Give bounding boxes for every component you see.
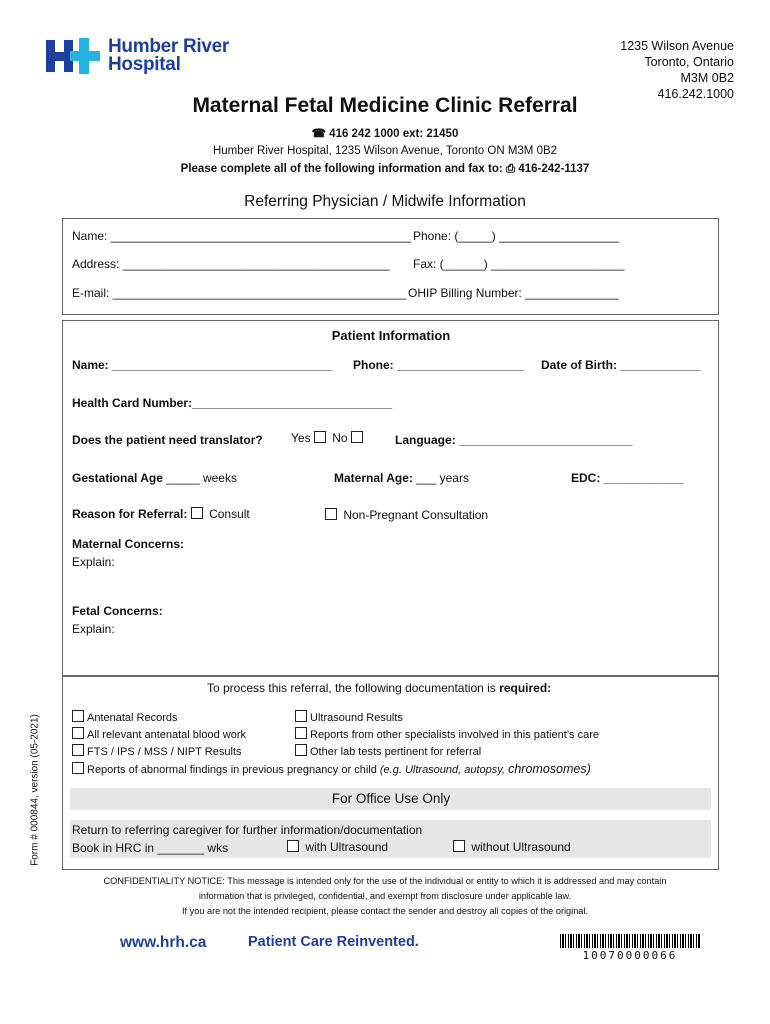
gestational-age-blank: _____ weeks	[166, 471, 237, 485]
website-link[interactable]: www.hrh.ca	[120, 934, 207, 951]
other-lab-label: Other lab tests pertinent for referral	[310, 746, 482, 758]
ultrasound-results-option[interactable]	[295, 710, 403, 724]
referrer-address-field[interactable]: Address: ________________________________________	[72, 257, 390, 271]
fax-number: 416-242-1137	[518, 163, 590, 175]
maternal-age-field[interactable]	[334, 471, 469, 485]
without-ultrasound-checkbox[interactable]	[453, 840, 465, 852]
barcode-number: 10070000066	[582, 949, 678, 962]
antenatal-records-option[interactable]	[72, 710, 178, 724]
fax-icon: ⎙	[505, 163, 516, 175]
book-in-hrc-field[interactable]: Book in HRC in _______ wks	[72, 841, 229, 855]
hospital-brand	[108, 38, 229, 74]
maternal-explain-field[interactable]: Explain:	[72, 555, 115, 569]
brand-line-1: Humber River	[108, 36, 229, 57]
hospital-logo-icon	[46, 38, 102, 74]
patient-phone-field[interactable]: Phone: ___________________	[353, 358, 524, 372]
patient-dob-field[interactable]: Date of Birth: ____________	[541, 358, 701, 372]
translator-question: Does the patient need translator?	[72, 433, 263, 447]
no-label: No	[332, 431, 348, 445]
non-pregnant-checkbox[interactable]	[325, 508, 337, 520]
antenatal-records-checkbox[interactable]	[72, 710, 84, 722]
consult-label: Consult	[209, 507, 250, 521]
ohip-billing-field[interactable]: OHIP Billing Number: ______________	[408, 286, 619, 300]
blood-work-label: All relevant antenatal blood work	[87, 729, 246, 741]
fts-option[interactable]	[72, 744, 241, 758]
form-version: Form # 000844, version (05-2021)	[29, 714, 41, 866]
translator-no-checkbox[interactable]	[351, 431, 363, 443]
translator-yes-option[interactable]	[291, 431, 366, 445]
barcode-icon	[560, 934, 700, 948]
other-lab-checkbox[interactable]	[295, 744, 307, 756]
form-title: Maternal Fetal Medicine Clinic Referral	[192, 94, 578, 117]
specialists-label: Reports from other specialists involved in this patient’s care	[310, 729, 599, 741]
blood-work-option[interactable]	[72, 727, 246, 741]
tagline: Patient Care Reinvented.	[248, 934, 419, 950]
patient-section	[62, 320, 719, 676]
non-pregnant-label: Non-Pregnant Consultation	[343, 508, 489, 522]
specialists-checkbox[interactable]	[295, 727, 307, 739]
telephone-icon: ☎	[311, 128, 326, 140]
referrer-name-field[interactable]: Name: _____________________________________________	[72, 229, 411, 243]
health-card-field[interactable]: Health Card Number:______________________________	[72, 396, 393, 410]
fax-instruction	[0, 163, 770, 176]
return-to-caregiver: Return to referring caregiver for further information/documentation	[72, 823, 423, 837]
gestational-age-label: Gestational Age	[72, 471, 163, 485]
without-ultrasound-option[interactable]	[453, 840, 571, 854]
referrer-fax-field[interactable]: Fax: (______) ____________________	[413, 257, 625, 271]
gestational-age-field[interactable]	[72, 471, 237, 485]
maternal-age-blank: ___ years	[416, 471, 469, 485]
patient-name-field[interactable]: Name: _________________________________	[72, 358, 333, 372]
edc-field[interactable]: EDC: ____________	[571, 471, 684, 485]
fts-checkbox[interactable]	[72, 744, 84, 756]
address-line: 416.242.1000	[657, 87, 734, 101]
confidentiality-notice	[0, 874, 770, 919]
reason-for-referral	[72, 507, 250, 521]
ultrasound-results-label: Ultrasound Results	[310, 712, 403, 724]
patient-heading: Patient Information	[331, 328, 451, 343]
antenatal-records-label: Antenatal Records	[87, 712, 178, 724]
with-ultrasound-label: with Ultrasound	[305, 840, 389, 854]
documentation-intro-text: To process this referral, the following documentation is	[207, 681, 496, 695]
brand-line-2: Hospital	[108, 54, 181, 75]
specialists-option[interactable]	[295, 727, 599, 741]
with-ultrasound-option[interactable]	[287, 840, 388, 854]
translator-yes-checkbox[interactable]	[314, 431, 326, 443]
referring-heading: Referring Physician / Midwife Information	[244, 193, 526, 210]
without-ultrasound-label: without Ultrasound	[471, 840, 571, 854]
clinic-phone-number: 416 242 1000 ext: 21450	[329, 128, 459, 140]
blood-work-checkbox[interactable]	[72, 727, 84, 739]
maternal-concerns-label: Maternal Concerns:	[72, 537, 185, 551]
fetal-explain-field[interactable]: Explain:	[72, 622, 115, 636]
confidentiality-line: CONFIDENTIALITY NOTICE: This message is intended only for the use of the individual or entity to which it is addressed and may contain	[103, 876, 667, 886]
language-field[interactable]: Language: __________________________	[395, 433, 633, 447]
other-lab-option[interactable]	[295, 744, 481, 758]
fax-instruction-text: Please complete all of the following information and fax to:	[180, 163, 503, 175]
clinic-phone	[0, 126, 770, 140]
documentation-required: required:	[499, 681, 552, 695]
reason-label: Reason for Referral:	[72, 507, 188, 521]
confidentiality-line: If you are not the intended recipient, please contact the sender and destroy all copies of the original.	[181, 906, 589, 916]
documentation-intro	[207, 681, 551, 695]
address-line: 1235 Wilson Avenue	[620, 39, 734, 53]
referrer-phone-field[interactable]: Phone: (_____) __________________	[413, 229, 620, 243]
abnormal-findings-example-2: chromosomes)	[508, 762, 591, 776]
abnormal-findings-label: Reports of abnormal findings in previous pregnancy or child	[87, 764, 377, 776]
hospital-address	[620, 38, 734, 102]
confidentiality-line: information that is privileged, confidential, and exempt from disclosure under applicable law.	[198, 891, 572, 901]
referrer-email-field[interactable]: E-mail: ____________________________________________	[72, 286, 407, 300]
clinic-location: Humber River Hospital, 1235 Wilson Avenue, Toronto ON M3M 0B2	[212, 145, 558, 157]
with-ultrasound-checkbox[interactable]	[287, 840, 299, 852]
address-line: M3M 0B2	[680, 71, 734, 85]
abnormal-findings-example: (e.g. Ultrasound, autopsy,	[379, 764, 506, 776]
consult-checkbox[interactable]	[191, 507, 203, 519]
ultrasound-results-checkbox[interactable]	[295, 710, 307, 722]
fts-label: FTS / IPS / MSS / NIPT Results	[87, 746, 242, 758]
maternal-age-label: Maternal Age:	[334, 471, 413, 485]
yes-label: Yes	[291, 431, 311, 445]
address-line: Toronto, Ontario	[644, 55, 734, 69]
abnormal-findings-checkbox[interactable]	[72, 762, 84, 774]
abnormal-findings-option[interactable]	[72, 762, 591, 776]
non-pregnant-option[interactable]	[325, 508, 488, 522]
fetal-concerns-label: Fetal Concerns:	[72, 604, 163, 618]
office-use-heading: For Office Use Only	[331, 791, 451, 806]
